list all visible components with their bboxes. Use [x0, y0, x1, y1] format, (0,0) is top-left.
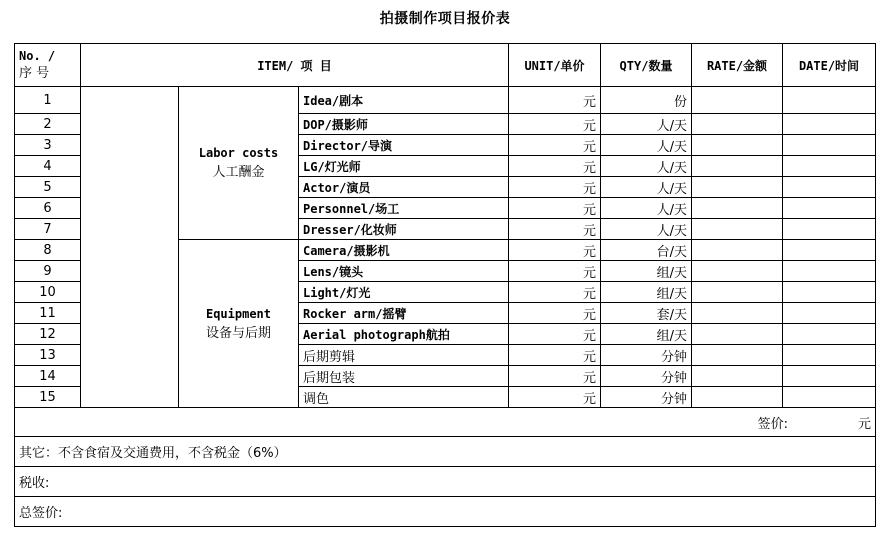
row-date: [783, 219, 876, 240]
row-qty: 人/天: [601, 114, 692, 135]
row-rate: [692, 177, 783, 198]
row-no: 13: [15, 345, 81, 366]
row-item: 后期包装: [299, 366, 509, 387]
header-item: ITEM/ 项 目: [81, 44, 509, 87]
row-rate: [692, 240, 783, 261]
document-title: 拍摄制作项目报价表: [379, 11, 511, 27]
row-item: Actor/演员: [299, 177, 509, 198]
row-item: Light/灯光: [299, 282, 509, 303]
row-date: [783, 87, 876, 114]
category-equipment-en: Equipment: [205, 306, 272, 321]
header-rate: RATE/金额: [692, 44, 783, 87]
row-date: [783, 345, 876, 366]
sign-label: 签价:: [757, 416, 788, 432]
row-rate: [692, 114, 783, 135]
row-item: LG/灯光师: [299, 156, 509, 177]
row-qty: 套/天: [601, 303, 692, 324]
row-item: Personnel/场工: [299, 198, 509, 219]
row-no: 2: [15, 114, 81, 135]
sign-unit: 元: [857, 416, 871, 432]
row-no: 15: [15, 387, 81, 408]
row-no: 9: [15, 261, 81, 282]
row-unit: 元: [509, 177, 601, 198]
tax-row: [15, 467, 876, 497]
row-item: 后期剪辑: [299, 345, 509, 366]
header-row: [15, 44, 876, 87]
row-rate: [692, 303, 783, 324]
row-item: 调色: [299, 387, 509, 408]
row-unit: 元: [509, 303, 601, 324]
row-qty: 人/天: [601, 219, 692, 240]
row-qty: 人/天: [601, 156, 692, 177]
row-no: 10: [15, 282, 81, 303]
row-rate: [692, 345, 783, 366]
row-unit: 元: [509, 114, 601, 135]
row-no: 6: [15, 198, 81, 219]
row-no: 12: [15, 324, 81, 345]
row-item: Dresser/化妆师: [299, 219, 509, 240]
row-no: 5: [15, 177, 81, 198]
row-date: [783, 303, 876, 324]
tax-label: 税收:: [15, 467, 876, 497]
row-date: [783, 261, 876, 282]
table-row: [15, 87, 876, 114]
row-no: 14: [15, 366, 81, 387]
blank-category-cell: [81, 87, 179, 408]
category-equipment-cn: 设备与后期: [205, 325, 271, 341]
row-rate: [692, 135, 783, 156]
row-qty: 组/天: [601, 261, 692, 282]
header-unit: UNIT/单价: [509, 44, 601, 87]
row-rate: [692, 261, 783, 282]
row-qty: 组/天: [601, 282, 692, 303]
row-unit: 元: [509, 219, 601, 240]
category-equipment: [179, 240, 299, 408]
row-date: [783, 366, 876, 387]
row-unit: 元: [509, 135, 601, 156]
row-date: [783, 114, 876, 135]
row-rate: [692, 156, 783, 177]
row-item: Director/导演: [299, 135, 509, 156]
other-note: 其它：不含食宿及交通费用，不含税金（6%）: [15, 437, 876, 467]
header-qty: QTY/数量: [601, 44, 692, 87]
sign-price: [15, 408, 876, 437]
row-qty: 份: [601, 87, 692, 114]
row-item: Idea/剧本: [299, 87, 509, 114]
row-no: 1: [15, 87, 81, 114]
row-unit: 元: [509, 345, 601, 366]
row-unit: 元: [509, 387, 601, 408]
row-unit: 元: [509, 240, 601, 261]
row-rate: [692, 87, 783, 114]
row-date: [783, 135, 876, 156]
row-no: 8: [15, 240, 81, 261]
row-qty: 人/天: [601, 177, 692, 198]
other-row: [15, 437, 876, 467]
row-date: [783, 282, 876, 303]
row-qty: 组/天: [601, 324, 692, 345]
row-unit: 元: [509, 261, 601, 282]
header-date: DATE/时间: [783, 44, 876, 87]
row-item: Rocker arm/摇臂: [299, 303, 509, 324]
row-unit: 元: [509, 156, 601, 177]
header-no: [15, 44, 81, 87]
row-rate: [692, 366, 783, 387]
row-rate: [692, 387, 783, 408]
category-labor-en: Labor costs: [198, 146, 279, 160]
row-qty: 人/天: [601, 198, 692, 219]
row-rate: [692, 198, 783, 219]
row-unit: 元: [509, 198, 601, 219]
row-unit: 元: [509, 87, 601, 114]
category-labor-cn: 人工酬金: [212, 165, 265, 180]
row-qty: 人/天: [601, 135, 692, 156]
row-date: [783, 387, 876, 408]
row-item: Camera/摄影机: [299, 240, 509, 261]
row-rate: [692, 282, 783, 303]
row-qty: 分钟: [601, 387, 692, 408]
row-no: 4: [15, 156, 81, 177]
row-item: Aerial photograph航拍: [299, 324, 509, 345]
row-date: [783, 198, 876, 219]
row-date: [783, 240, 876, 261]
row-date: [783, 156, 876, 177]
row-rate: [692, 324, 783, 345]
row-no: 7: [15, 219, 81, 240]
sign-row: [15, 408, 876, 437]
row-qty: 台/天: [601, 240, 692, 261]
header-no-cn: 序 号: [19, 66, 50, 81]
row-unit: 元: [509, 324, 601, 345]
row-date: [783, 177, 876, 198]
row-no: 3: [15, 135, 81, 156]
header-no-en: No. /: [19, 49, 56, 63]
total-row: [15, 497, 876, 527]
row-unit: 元: [509, 366, 601, 387]
category-labor: [179, 87, 299, 240]
row-item: DOP/摄影师: [299, 114, 509, 135]
row-no: 11: [15, 303, 81, 324]
row-rate: [692, 219, 783, 240]
total-label: 总签价:: [15, 497, 876, 527]
quote-table: [14, 43, 876, 527]
row-unit: 元: [509, 282, 601, 303]
row-item: Lens/镜头: [299, 261, 509, 282]
row-qty: 分钟: [601, 345, 692, 366]
row-qty: 分钟: [601, 366, 692, 387]
row-date: [783, 324, 876, 345]
